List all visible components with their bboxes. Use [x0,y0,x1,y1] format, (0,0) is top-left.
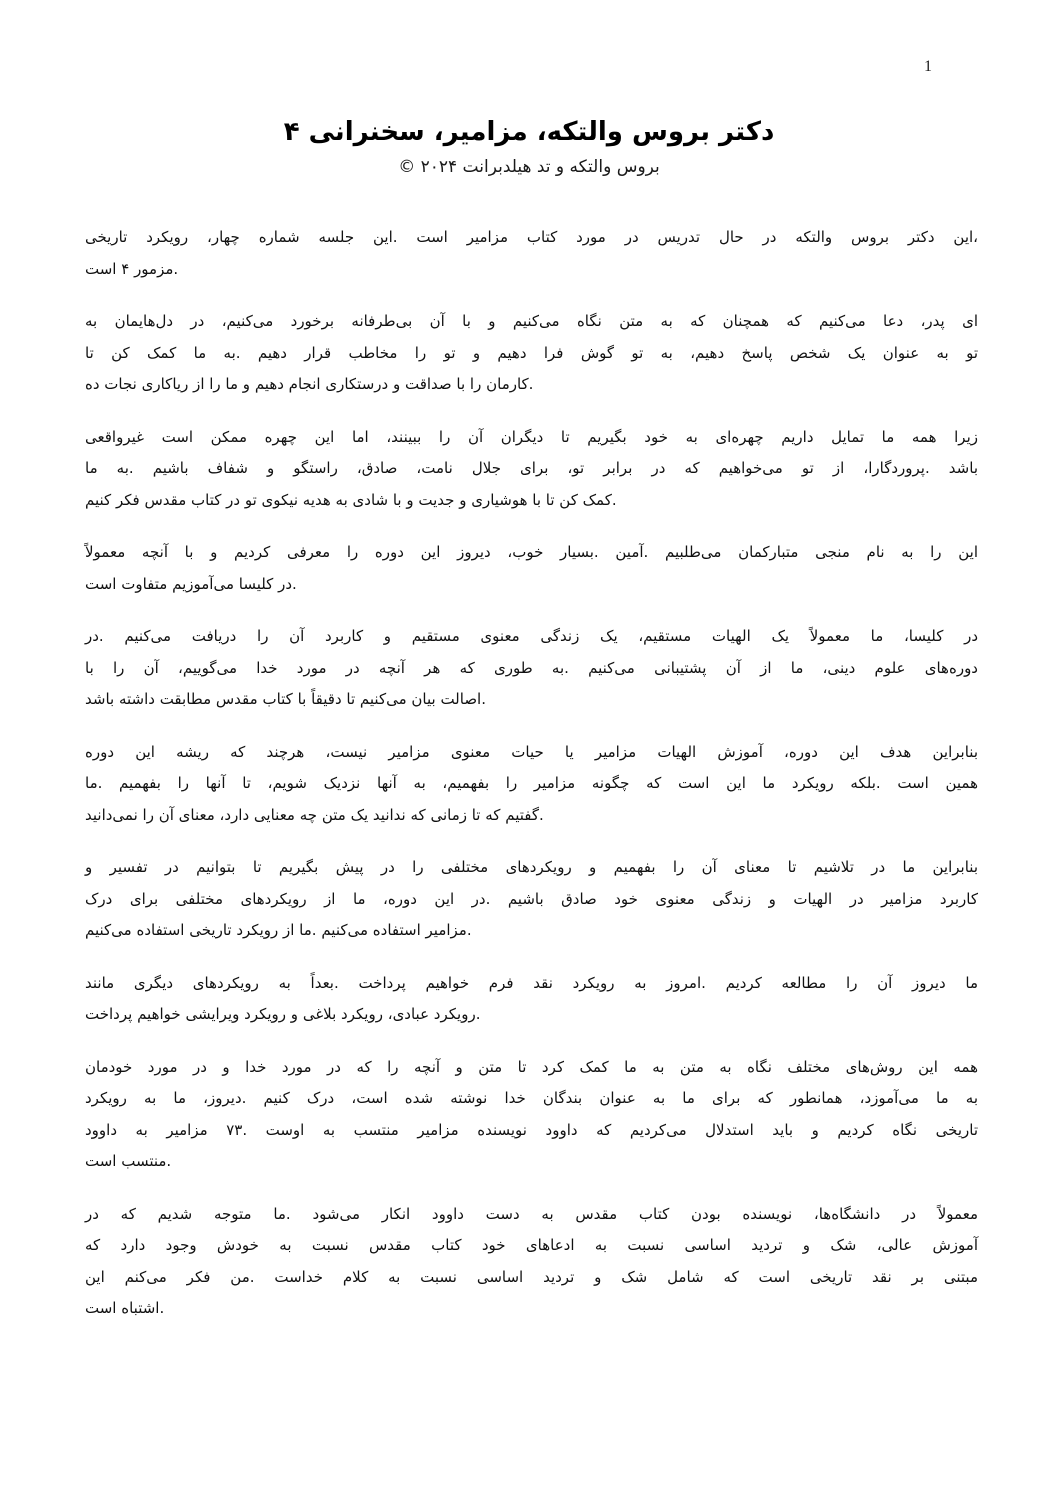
paragraph [85,537,978,600]
document-body [85,222,978,1346]
paragraph [85,1199,978,1325]
text-line: همین است .بلکه رویکرد ما این است که چگونه مزامیر را بفهمیم، به آنها نزدیک شویم، تا آنها را بفهمیم .ما [85,774,978,792]
text-line: بنابراین ما در تلاشیم تا معنای آن را بفهمیم و رویکردهای مختلفی را در پیش بگیریم تا بتوانیم در تفسیر و [85,858,978,876]
text-line: .اشتباه است [85,1299,165,1317]
paragraph [85,621,978,716]
paragraph [85,222,978,285]
paragraph [85,306,978,401]
text-line: زیرا همه ما تمایل داریم چهره‌ای به خود بگیریم تا دیگران آن را ببینند، اما این چهره ممکن است غیرواقعی [85,427,978,446]
text-line: همه این روش‌های مختلف نگاه به متن به ما کمک کرد تا متن و آنچه را که در مورد خدا و در مورد خودمان [85,1057,978,1076]
text-line: تو به عنوان یک شخص پاسخ دهیم، به تو گوش فرا دهیم و تو را مخاطب قرار دهیم .به ما کمک کن تا [85,343,978,362]
page-title: دکتر بروس والتکه، مزامیر، سخنرانی ۴ [283,117,775,147]
text-line: .اصالت بیان می‌کنیم تا دقیقاً با کتاب مقدس مطابقت داشته باشد [85,690,486,708]
text-line: .کمک کن تا با هوشیاری و جدیت و با شادی به هدیه نیکوی تو در کتاب مقدس فکر کنیم [85,490,617,509]
page-number: 1 [924,58,932,75]
text-line: باشد .پروردگارا، از تو می‌خواهیم که در برابر تو، برای جلال نامت، صادق، راستگو و شفاف باشیم .به ما [85,459,978,477]
paragraph [85,852,978,947]
paragraph [85,1052,978,1178]
text-line: این را به نام منجی متبارکمان می‌طلبیم .آمین .بسیار خوب، دیروز این دوره را معرفی کردیم و با آنچه معمولاً [85,543,978,561]
text-line: در کلیسا، ما معمولاً یک الهیات مستقیم، یک زندگی معنوی مستقیم و کاربرد آن را دریافت می‌کنیم .در [85,627,978,645]
text-line: معمولاً در دانشگاه‌ها، نویسنده بودن کتاب مقدس به دست داوود انکار می‌شود .ما متوجه شدیم که در [85,1204,978,1223]
paragraph [85,422,978,517]
text-line: ما دیروز آن را مطالعه کردیم .امروز به رویکرد نقد فرم خواهیم پرداخت .بعداً به رویکردهای دیگری مانند [85,973,978,992]
text-line: دوره‌های علوم دینی، ما از آن پشتیبانی می‌کنیم .به طوری که هر آنچه در مورد خدا می‌گوییم، آن را با [85,658,978,677]
text-line: .منتسب است [85,1152,172,1170]
paragraph [85,737,978,832]
text-line: کاربرد مزامیر در الهیات و زندگی معنوی خود صادق باشیم .در این دوره، ما از رویکردهای مختلفی برای درک [85,889,978,908]
document-header [0,0,1058,177]
text-line: مبتنی بر نقد تاریخی است که شامل شک و تردید اساسی نسبت به کلام خداست .من فکر می‌کنم این [85,1267,978,1286]
text-line: ای پدر، دعا می‌کنیم که همچنان که به متن نگاه می‌کنیم و با آن بی‌طرفانه برخورد می‌کنیم، در دل‌هایمان به [85,312,978,330]
text-line: آموزش عالی، شک و تردید اساسی نسبت به ادعاهای خود کتاب مقدس نسبت به خودش وجود دارد که [85,1236,978,1254]
text-line: .مزمور ۴ است [85,259,179,278]
paragraph [85,968,978,1031]
text-line: .مزامیر استفاده می‌کنیم .ما از رویکرد تاریخی استفاده می‌کنیم [85,921,472,939]
text-line: .در کلیسا می‌آموزیم متفاوت است [85,574,297,593]
text-line: .رویکرد عبادی، رویکرد بلاغی و رویکرد ویرایشی خواهیم پرداخت [85,1005,481,1023]
text-line: بنابراین هدف این دوره، آموزش الهیات مزامیر یا حیات معنوی مزامیر نیست، هرچند که ریشه این دوره [85,742,978,761]
text-line: .گفتیم که تا زمانی که ندانید یک متن چه معنایی دارد، معنای آن را نمی‌دانید [85,805,544,824]
byline-copyright: بروس والتکه و تد هیلدبرانت ۲۰۲۴ © [398,156,660,177]
text-line: .کارمان را با صداقت و درستکاری انجام دهیم و ما را از ریاکاری نجات ده [85,375,534,393]
text-line: ،این دکتر بروس والتکه در حال تدریس در مورد کتاب مزامیر است .این جلسه شماره چهار، رویکرد تاریخی [85,228,978,246]
text-line: به ما می‌آموزد، همانطور که برای ما به عنوان بندگان خدا نوشته شده است، درک کنیم .دیروز، ما به رویکرد [85,1089,978,1107]
text-line: تاریخی نگاه کردیم و باید استدلال می‌کردیم که داوود نویسنده مزامیر منتسب به اوست .۷۳ مزامیر به داوود [85,1120,978,1139]
